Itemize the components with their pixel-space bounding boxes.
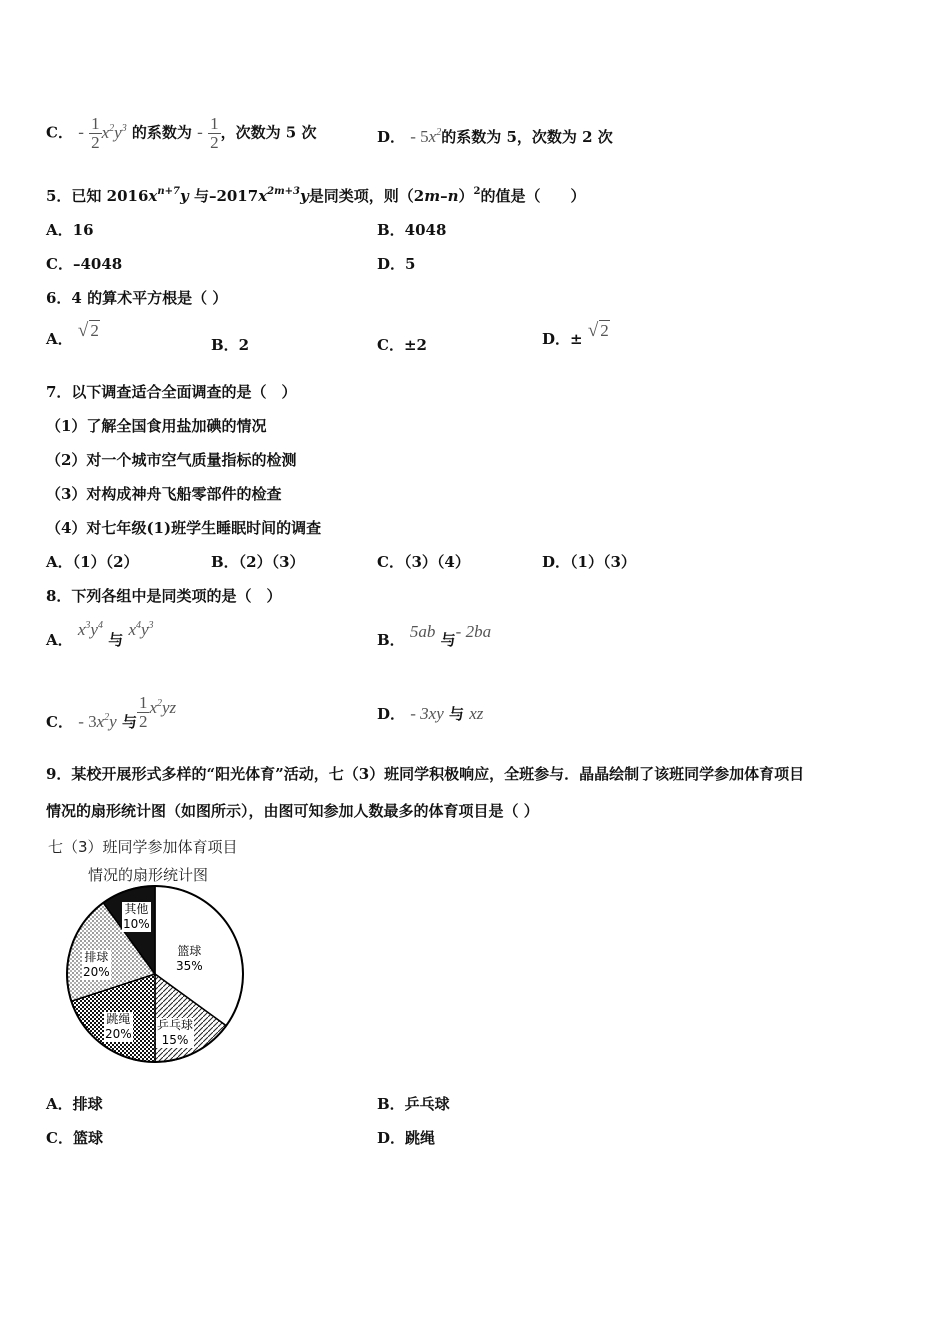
text: 与	[449, 705, 465, 723]
minus-sign: -	[78, 122, 84, 142]
q6-option-d[interactable]	[542, 320, 610, 349]
q9-option-b[interactable]: B．乒乓球	[377, 1095, 450, 1113]
monomial: - 3xy	[410, 704, 444, 723]
text: ）	[458, 187, 474, 205]
text: 的系数为	[131, 123, 192, 142]
q7-option-c[interactable]: C．（3）（4）	[377, 553, 470, 571]
sqrt-symbol: √ 2	[77, 320, 99, 341]
q7-item-1: （1）了解全国食用盐加碘的情况	[46, 417, 267, 435]
q4-option-d[interactable]	[377, 127, 613, 147]
text: 与	[108, 631, 124, 649]
q7-option-d[interactable]: D．（1）（3）	[542, 553, 636, 571]
chart-title: 七（3）班同学参加体育项目	[48, 838, 238, 856]
q8-option-a[interactable]	[46, 620, 154, 650]
q9-option-d[interactable]: D．跳绳	[377, 1129, 436, 1147]
q5-option-b[interactable]: B．4048	[377, 221, 447, 239]
expr-left: - $3x^2y$	[78, 711, 117, 731]
text: 与	[440, 631, 456, 649]
chart-subtitle: 情况的扇形统计图	[88, 866, 209, 884]
fraction-half: $\frac{1}{2}$	[138, 693, 148, 731]
option-label: D．	[377, 128, 406, 146]
q7-item-4: （4）对七年级(1)班学生睡眠时间的调查	[46, 519, 322, 537]
monomial-x4y3: $x^4y^3$	[128, 620, 154, 639]
q7-stem: 7．以下调查适合全面调查的是（ ）	[46, 383, 297, 401]
monomial-x2: $x^2$	[428, 127, 442, 146]
q6-option-a[interactable]	[46, 320, 100, 349]
option-label: C．	[46, 123, 73, 142]
q4-option-c[interactable]	[46, 115, 316, 152]
text: 的系数为 5，次数为 2 次	[441, 128, 613, 146]
monomial-x3y4: $x^3y^4$	[77, 620, 103, 639]
q9-stem-line1: 9．某校开展形式多样的“阳光体育”活动，七（3）班同学积极响应，全班参与．晶晶绘制了该班同学参加体育项目	[46, 765, 805, 783]
sqrt-symbol: √ 2	[587, 320, 609, 341]
q9-stem-line2: 情况的扇形统计图（如图所示），由图可知参加人数最多的体育项目是（ ）	[46, 802, 539, 820]
q5-option-c[interactable]: C．–4048	[46, 255, 123, 273]
q6-stem: 6．4 的算术平方根是（ ）	[46, 289, 228, 307]
q6-option-b[interactable]: B．2	[211, 336, 250, 354]
fraction-half: $\frac{1}{2}$	[210, 114, 219, 152]
var: x	[148, 187, 158, 205]
q5-option-a[interactable]: A．16	[46, 221, 94, 239]
slice-label-rope: 跳绳 20%	[105, 1012, 132, 1041]
q7-item-2: （2）对一个城市空气质量指标的检测	[46, 451, 297, 469]
q7-option-a[interactable]: A．（1）（2）	[46, 553, 139, 571]
fraction-half: $\frac{1}{2}$	[91, 114, 100, 152]
slice-label-other: 其他 10%	[123, 902, 150, 931]
option-label: D．	[377, 705, 406, 723]
q7-option-b[interactable]: B．（2）（3）	[211, 553, 305, 571]
q8-stem: 8．下列各组中是同类项的是（ ）	[46, 587, 282, 605]
slice-label-pingpong: 乒乓球 15%	[157, 1018, 194, 1047]
text: 是同类项，则（2	[308, 187, 425, 205]
q9-option-a[interactable]: A．排球	[46, 1095, 103, 1113]
monomial-x2yz: $x^2yz$	[149, 697, 177, 717]
q5-stem: 5．已知 $2016x^{n+7}y$ 与$-2017x^{2m+3}y$是同类项，则$(2m-n)^2$的值是（ ）	[46, 186, 586, 205]
slice-label-basketball: 篮球 35%	[176, 944, 203, 973]
slice-label-volleyball: 排球 20%	[83, 950, 110, 979]
option-label: C．	[46, 712, 73, 731]
monomial: 5ab	[409, 622, 436, 641]
q5-option-d[interactable]: D．5	[377, 255, 416, 273]
q8-option-b[interactable]	[377, 622, 492, 650]
monomial-x2y3: $x^2y^3$	[101, 122, 127, 142]
q6-option-c[interactable]: C．±2	[377, 336, 427, 354]
option-label: A．	[46, 631, 73, 649]
monomial: xz	[469, 704, 484, 723]
text: 5．已知 2016	[46, 187, 149, 205]
pie-chart	[48, 832, 264, 1082]
text: 的值是（ ）	[480, 187, 586, 205]
text: 与	[121, 712, 137, 731]
coefficient: - 5	[410, 127, 429, 146]
option-label: A．	[46, 330, 73, 348]
q7-item-3: （3）对构成神舟飞船零部件的检查	[46, 485, 282, 503]
text: 与–2017	[193, 187, 259, 205]
q9-option-c[interactable]: C．篮球	[46, 1129, 103, 1147]
text: ，次数为 5 次	[220, 123, 317, 142]
q8-option-c[interactable]	[46, 682, 177, 731]
minus-sign: -	[197, 122, 203, 142]
monomial: - 2ba	[455, 622, 492, 641]
option-label: D．±	[542, 330, 583, 348]
q8-option-d[interactable]	[377, 704, 483, 724]
option-label: B．	[377, 631, 405, 649]
